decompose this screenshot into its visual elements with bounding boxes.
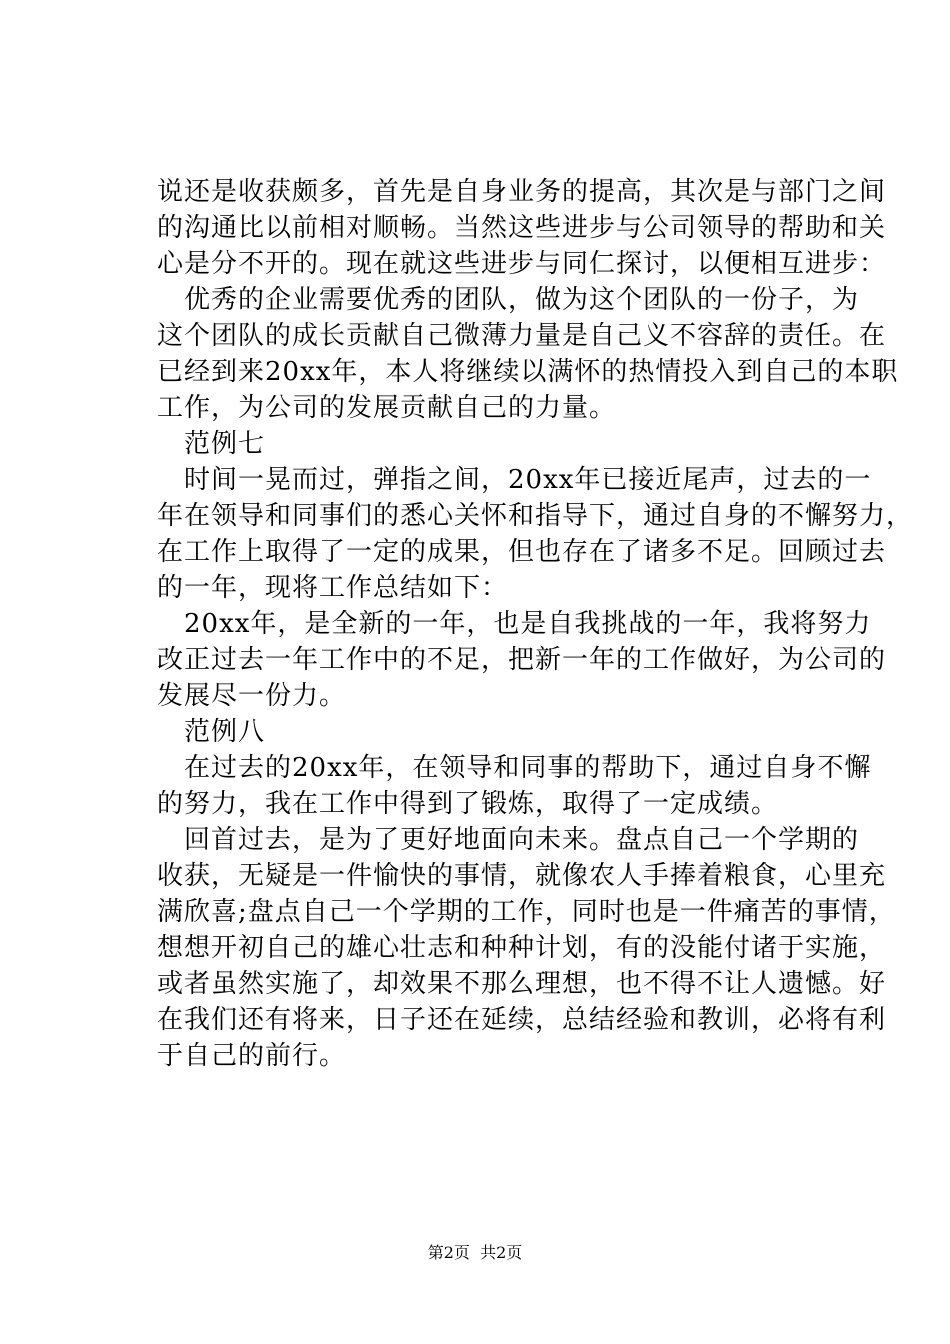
text-line: 在工作上取得了一定的成果，但也存在了诸多不足。回顾过去 <box>157 537 887 567</box>
text-line: 收获，无疑是一件愉快的事情，就像农人手捧着粮食，心里充 <box>157 861 887 891</box>
text-line: 改正过去一年工作中的不足，把新一年的工作做好，为公司的 <box>157 645 887 675</box>
section-heading: 范例八 <box>184 717 266 747</box>
text-line: 在我们还有将来，日子还在延续，总结经验和教训，必将有利 <box>157 1005 887 1035</box>
paragraph-first-line: 优秀的企业需要优秀的团队，做为这个团队的一份子，为 <box>184 285 860 315</box>
paragraph-first-line: 时间一晃而过，弹指之间，20xx年已接近尾声，过去的一 <box>184 465 872 495</box>
text-line: 发展尽一份力。 <box>157 681 347 711</box>
text-line: 心是分不开的。现在就这些进步与同仁探讨，以便相互进步： <box>157 249 887 279</box>
text-line: 工作，为公司的发展贡献自己的力量。 <box>157 393 617 423</box>
text-line: 想想开初自己的雄心壮志和种种计划，有的没能付诸于实施， <box>157 933 887 963</box>
text-line: 年在领导和同事们的悉心关怀和指导下，通过自身的不懈努力， <box>157 501 914 531</box>
paragraph-first-line: 在过去的20xx年，在领导和同事的帮助下，通过自身不懈 <box>184 753 872 783</box>
page-number: 第2页 共2页 <box>427 1243 523 1262</box>
text-line: 或者虽然实施了，却效果不那么理想，也不得不让人遗憾。好 <box>157 969 887 999</box>
section-heading: 范例七 <box>184 429 266 459</box>
text-line: 的一年，现将工作总结如下： <box>157 573 509 603</box>
text-line: 已经到来20xx年，本人将继续以满怀的热情投入到自己的本职 <box>157 357 899 387</box>
text-line: 的努力，我在工作中得到了锻炼，取得了一定成绩。 <box>157 789 779 819</box>
paragraph-first-line: 回首过去，是为了更好地面向未来。盘点自己一个学期的 <box>184 825 860 855</box>
text-line: 满欣喜;盘点自己一个学期的工作，同时也是一件痛苦的事情， <box>157 897 896 927</box>
text-line: 说还是收获颇多，首先是自身业务的提高，其次是与部门之间 <box>157 177 887 207</box>
text-line: 于自己的前行。 <box>157 1041 347 1071</box>
paragraph-first-line: 20xx年，是全新的一年，也是自我挑战的一年，我将努力 <box>184 609 872 639</box>
page-footer <box>0 1243 950 1263</box>
text-line: 的沟通比以前相对顺畅。当然这些进步与公司领导的帮助和关 <box>157 213 887 243</box>
text-line: 这个团队的成长贡献自己微薄力量是自己义不容辞的责任。在 <box>157 321 887 351</box>
